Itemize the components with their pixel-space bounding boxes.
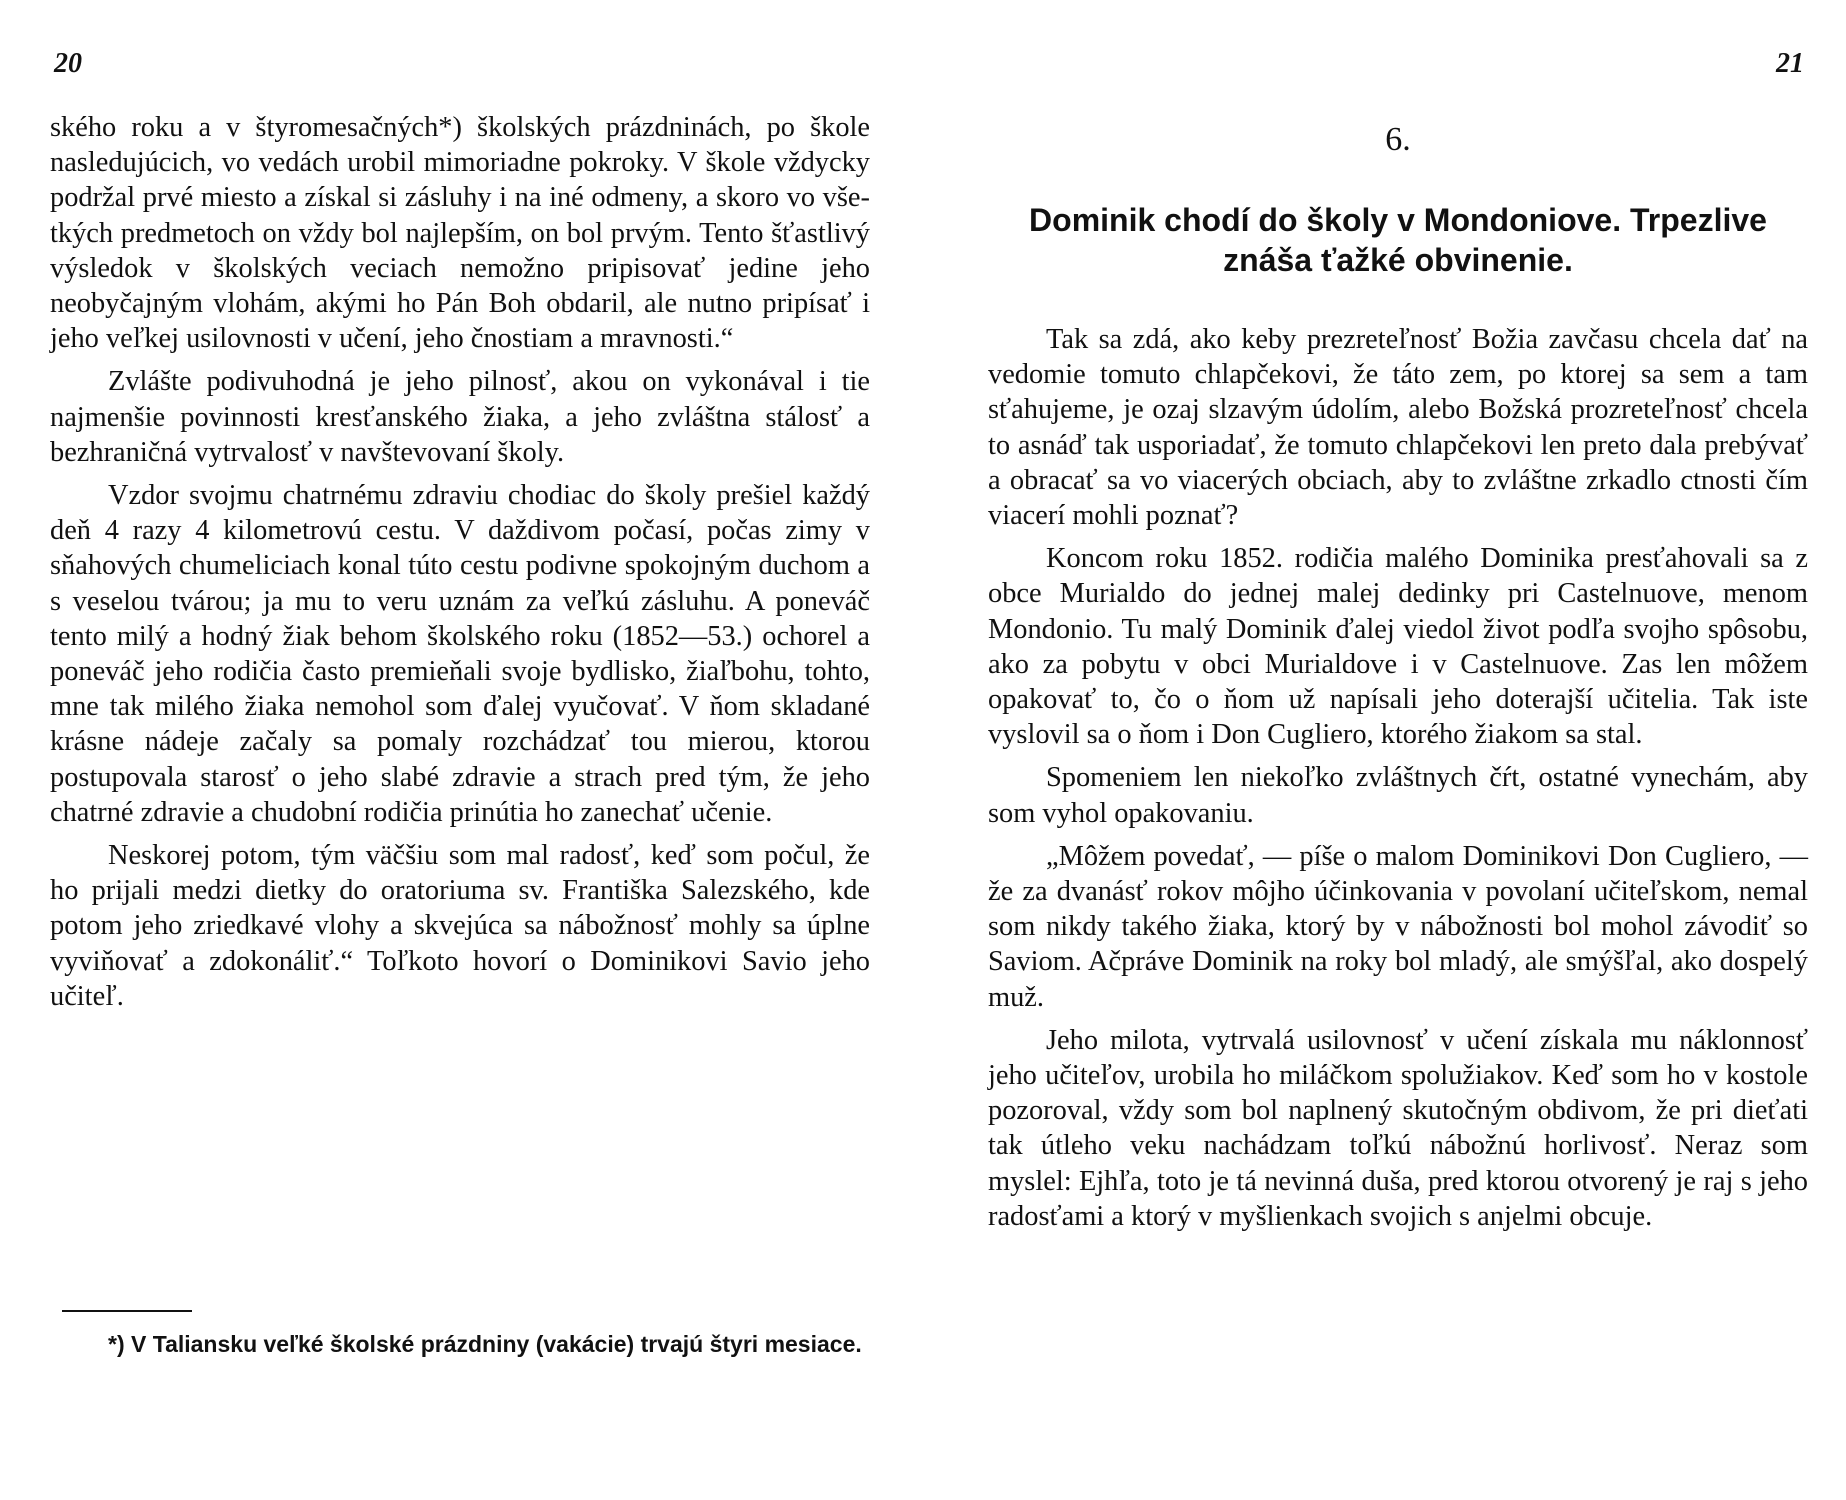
paragraph: ského roku a v štyromesačných*) školských prázdninách, po škole nasledujúcich, vo vedách urobil mimoriadne pokroky. V škole vždycky podržal prvé miesto a získal si zásluhy i na iné odmeny, a skoro vo všetkých predmetoch on vždy bol najlepším, on bol prvým. Tento šťastlivý výsledok v školských veciach nemožno pripisovať jedine jeho neobyčajným vlohám, akými ho Pán Boh obdaril, ale nutno pripísať i jeho veľkej usilovnosti v učení, jeho čnostiam a mravnosti.“: [50, 112, 870, 355]
paragraph: Zvlášte podivuhodná je jeho pilnosť, akou on vykonával i tie najmenšie povinnosti kresťanského žiaka, a jeho zvláštna stálosť a bezhraničná vytrvalosť v navštevovaní školy.: [50, 366, 870, 468]
page-number-left: 20: [54, 48, 82, 79]
page-number-right: 21: [1776, 48, 1804, 79]
right-page-body: [988, 322, 1808, 1242]
chapter-title: Dominik chodí do školy v Mondoniove. Trpezlive znáša ťažké obvinenie.: [1029, 202, 1767, 278]
left-page-body: [50, 110, 870, 1022]
paragraph: Spomeniem len niekoľko zvláštnych čŕt, ostatné vynechám, aby som vyhol opakovaniu.: [988, 762, 1808, 829]
paragraph: Jeho milota, vytrvalá usilovnosť v učení získala mu náklonnosť jeho učiteľov, urobila ho miláčkom spolužiakov. Keď som ho v kostole pozoroval, vždy som bol naplnený skutočným obdivom, že pri dieťati tak útleho veku nachádzam toľkú nábožnú horlivosť. Neraz som myslel: Ejhľa, toto je tá nevinná duša, pred ktorou otvorený je raj s jeho radosťami a ktorý v myšlienkach svojich s anjelmi obcuje.: [988, 1024, 1808, 1232]
paragraph: „Môžem povedať, — píše o malom Dominikovi Don Cugliero, — že za dvanásť rokov môjho účinkovania v povolaní učiteľskom, nemal som nikdy takého žiaka, ktorý by v nábožnosti bol mohol závodiť so Saviom. Ačpráve Dominik na roky bol mladý, ale smýšľal, ako dospelý muž.: [988, 840, 1808, 1013]
chapter-number: 6.: [1385, 121, 1411, 158]
paragraph: Tak sa zdá, ako keby prezreteľnosť Božia zavčasu chcela dať na vedomie tomuto chlapčekovi, že táto zem, po ktorej sa sem a tam sťahujeme, je ozaj slzavým údolím, alebo Božská prozreteľnosť chcela to asnáď tak usporiadať, že tomuto chlapčekovi len preto dala prebývať a obracať sa vo viacerých obciach, aby to zvláštne zrkadlo ctnosti čím viacerí mohli poznať?: [988, 324, 1808, 532]
left-page: [50, 0, 870, 1500]
right-page: [988, 0, 1808, 1500]
paragraph: Neskorej potom, tým väčšiu som mal radosť, keď som počul, že ho prijali medzi dietky do oratoriuma sv. Františka Salezského, kde potom jeho zriedkavé vlohy a skvejúca sa nábožnosť mohly sa úplne vyviňovať a zdokonáliť.“ Toľkoto hovorí o Dominikovi Savio jeho učiteľ.: [50, 840, 870, 1012]
footnote-divider: [62, 1310, 192, 1312]
paragraph: Koncom roku 1852. rodičia malého Dominika presťahovali sa z obce Murialdo do jednej malej dedinky pri Castelnuove, menom Mondonio. Tu malý Dominik ďalej viedol život podľa svojho spôsobu, ako za pobytu v obci Murialdove i v Castelnuove. Zas len môžem opakovať to, čo o ňom už napísali jeho doterajší učitelia. Tak iste vyslovil sa o ňom i Don Cugliero, ktorého žiakom sa stal.: [988, 543, 1808, 751]
paragraph: Vzdor svojmu chatrnému zdraviu chodiac do školy prešiel každý deň 4 razy 4 kilometrovú cestu. V daždivom počasí, počas zimy v sňahových chumeliciach konal túto cestu podivne spokojným duchom a s veselou tvárou; ja mu to veru uznám za veľkú zásluhu. A poneváč tento milý a hodný žiak behom školského roku (1852—53.) ochorel a poneváč jeho rodičia často premieňali svoje bydlisko, žiaľbohu, tohto, mne tak milého žiaka nemohol som ďalej vyučovať. V ňom skladané krásne nádeje začaly sa pomaly rozchádzať tou mierou, ktorou postupovala starosť o jeho slabé zdravie a strach pred tým, že jeho chatrné zdravie a chudobní rodičia prinútia ho zanechať učenie.: [50, 480, 870, 828]
footnote: *) V Taliansku veľké školské prázdniny (vakácie) trvajú štyri mesiace.: [108, 1331, 862, 1357]
